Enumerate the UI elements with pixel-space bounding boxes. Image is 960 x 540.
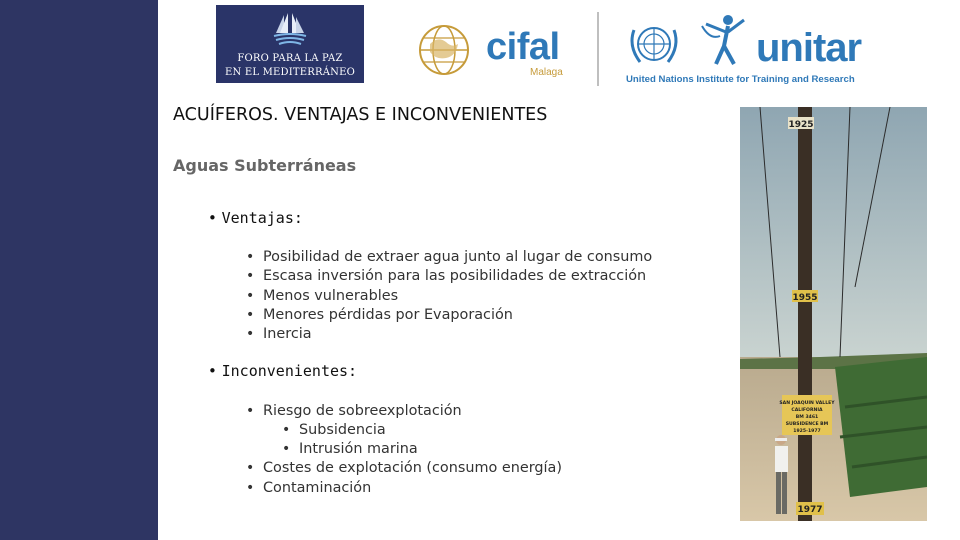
pole-mark-label: 1955 (792, 293, 818, 303)
slide-title: ACUÍFEROS. VENTAJAS E INCONVENIENTES (173, 105, 548, 125)
inconveniente-item: Contaminación (263, 480, 372, 496)
cifal-city: Malaga (530, 67, 563, 78)
pole-mark-label: 1925 (788, 120, 814, 130)
bullet-icon: • (246, 460, 255, 476)
inconvenientes-heading (208, 362, 357, 380)
foro-logo (216, 5, 364, 83)
inconvenientes-heading-label: Inconvenientes: (221, 362, 358, 380)
cifal-wordmark: cifal (486, 26, 560, 68)
bullet-icon: • (246, 288, 255, 304)
un-emblem-icon (626, 20, 682, 72)
ventaja-item: Posibilidad de extraer agua junto al lugar de consumo (263, 249, 653, 265)
bullet-icon: • (246, 480, 255, 496)
cifal-logo (416, 22, 576, 84)
slide-subtitle: Aguas Subterráneas (173, 156, 357, 175)
ventaja-item: Menos vulnerables (263, 288, 399, 304)
sign-line: SAN JOAQUIN VALLEY (779, 401, 835, 406)
sign-line: CALIFORNIA (791, 408, 823, 413)
sign-line: SUBSIDENCE BM (785, 422, 829, 427)
sailboat-emblem-icon (270, 11, 310, 47)
globe-icon (416, 22, 472, 78)
unitar-figure-icon (698, 12, 750, 70)
foro-logo-line1: FORO PARA LA PAZ (237, 53, 343, 64)
unitar-subtitle: United Nations Institute for Training and Research (626, 74, 855, 85)
ventajas-heading-label: Ventajas: (221, 209, 303, 227)
unitar-logo (626, 12, 876, 88)
bullet-icon: • (246, 249, 255, 265)
subsidence-pole-photo (740, 107, 927, 521)
pole-mark-label: 1977 (797, 505, 823, 515)
sign-line: 1925-1977 (793, 429, 821, 434)
unitar-wordmark: unitar (756, 26, 862, 70)
foro-logo-line2: EN EL MEDITERRÁNEO (225, 67, 355, 78)
ventaja-item: Escasa inversión para las posibilidades de extracción (263, 268, 647, 284)
inconveniente-item: Costes de explotación (consumo energía) (263, 460, 562, 476)
inconveniente-subitem: Intrusión marina (299, 441, 418, 457)
left-sidebar-band (0, 0, 158, 540)
bullet-icon: • (246, 326, 255, 342)
ventajas-heading (208, 209, 303, 227)
bullet-icon: • (208, 209, 222, 227)
bullet-icon: • (208, 362, 222, 380)
bullet-icon: • (282, 422, 291, 438)
inconveniente-subitem: Subsidencia (299, 422, 386, 438)
sign-line: BM 3461 (795, 415, 819, 420)
bullet-icon: • (246, 307, 255, 323)
bullet-icon: • (246, 403, 255, 419)
logo-divider (597, 12, 599, 86)
bullet-icon: • (282, 441, 291, 457)
bullet-icon: • (246, 268, 255, 284)
ventaja-item: Inercia (263, 326, 312, 342)
ventaja-item: Menores pérdidas por Evaporación (263, 307, 513, 323)
inconveniente-item: Riesgo de sobreexplotación (263, 403, 462, 419)
